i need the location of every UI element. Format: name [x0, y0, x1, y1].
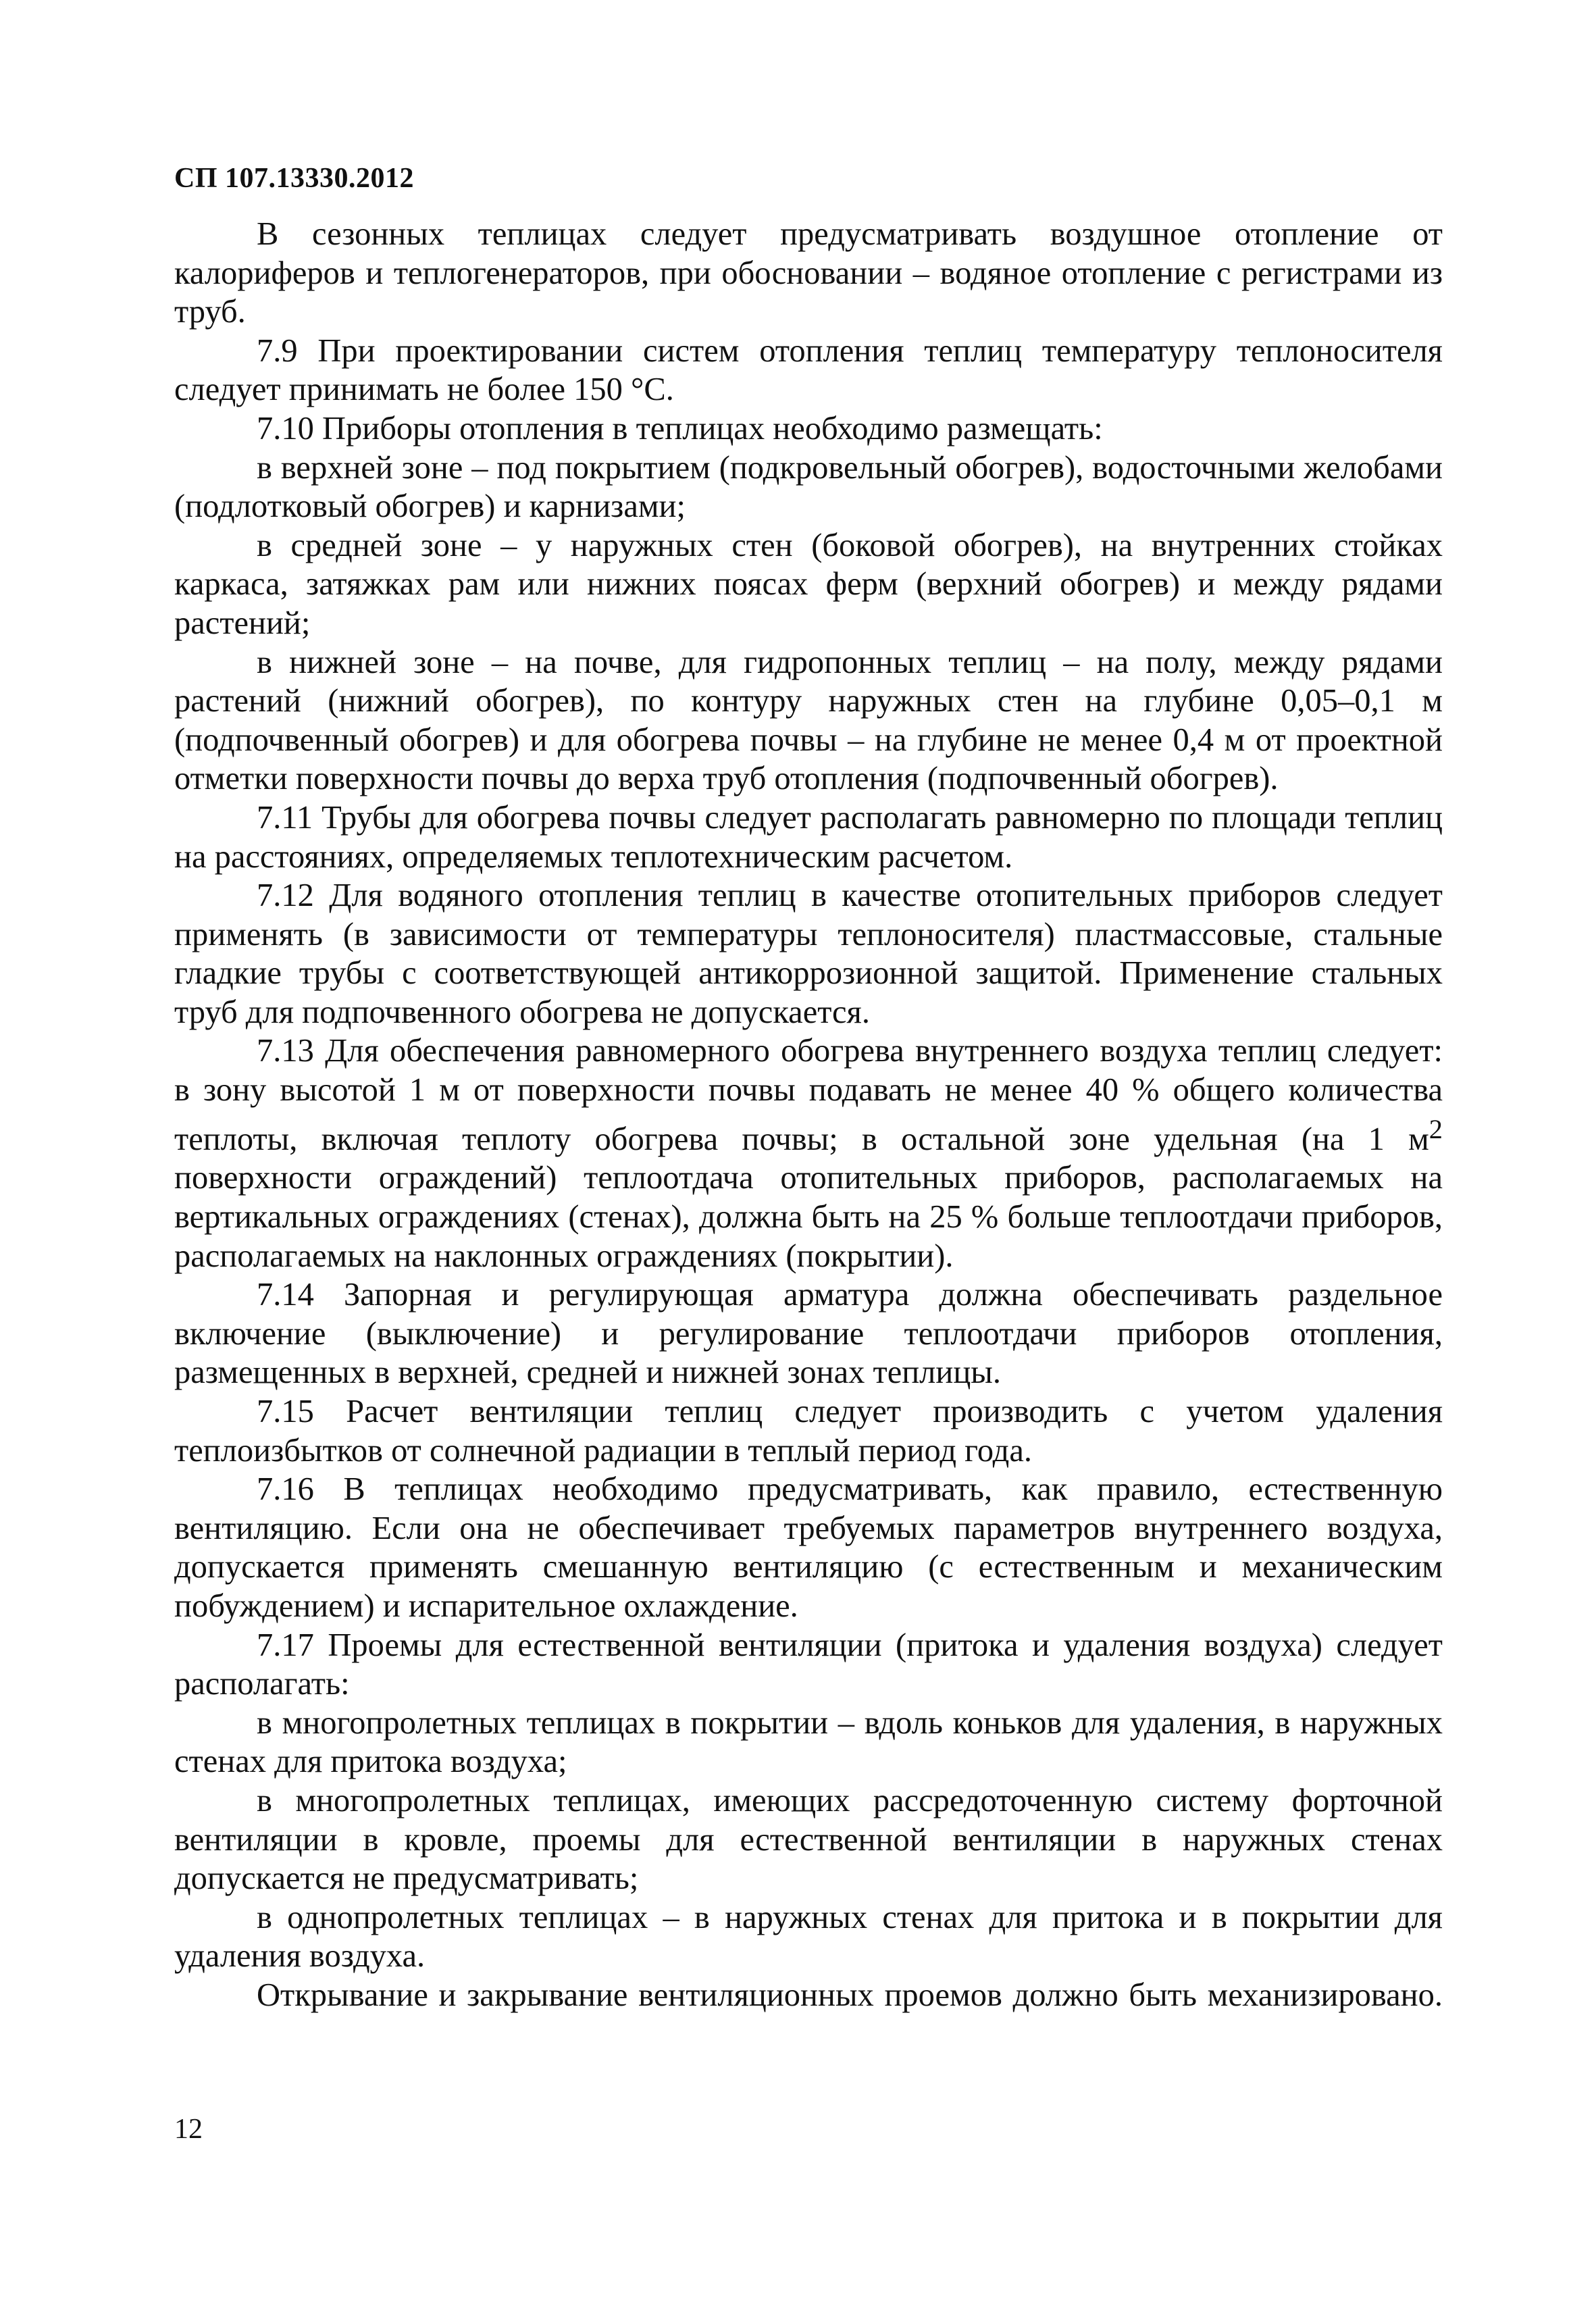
paragraph-lower-zone: в нижней зоне – на почве, для гидропонных теплиц – на полу, между рядами растений (нижний обогрев), по контуру наружных стен на глубине 0,05–0,1 м (подпочвенный обогрев) и для обогрева почвы – на глубине не менее 0,4 м от проектной отметки поверхности почвы до верха труб отопления (подпочвенный обогрев). — [174, 644, 1443, 797]
paragraph-7-9: 7.9 При проектировании систем отопления теплиц температуру теплоносителя следует принимать не более 150 °С. — [174, 332, 1443, 408]
paragraph-middle-zone: в средней зоне – у наружных стен (боковой обогрев), на внутренних стойках каркаса, затяжках рам или нижних поясах ферм (верхний обогрев) и между рядами растений; — [174, 527, 1443, 641]
paragraph-seasonal-heating: В сезонных теплицах следует предусматривать воздушное отопление от калориферов и теплогенераторов, при обосновании – водяное отопление с регистрами из труб. — [174, 216, 1443, 330]
paragraph-7-13-part2: поверхности ограждений) теплоотдача отопительных приборов, располагаемых на вертикальных ограждениях (стенах), должна быть на 25 % больше теплоотдачи приборов, располагаемых на наклонных ограждениях (покрытии). — [174, 1160, 1443, 1274]
paragraph-7-17: 7.17 Проемы для естественной вентиляции (притока и удаления воздуха) следует располагать: — [174, 1627, 1443, 1702]
page-number: 12 — [174, 2114, 203, 2145]
superscript-square: 2 — [1428, 1113, 1443, 1144]
document-code: СП 107.13330.2012 — [174, 163, 414, 194]
paragraph-7-13 — [174, 1032, 1443, 1275]
paragraph-upper-zone: в верхней зоне – под покрытием (подкровельный обогрев), водосточными желобами (подлотковый обогрев) и карнизами; — [174, 449, 1443, 525]
document-body — [174, 215, 1443, 2014]
paragraph-7-15: 7.15 Расчет вентиляции теплиц следует производить с учетом удаления теплоизбытков от солнечной радиации в теплый период года. — [174, 1393, 1443, 1469]
paragraph-7-13-part1: 7.13 Для обеспечения равномерного обогрева внутреннего воздуха теплиц следует: в зону высотой 1 м от поверхности почвы подавать не менее 40 % общего количества теплоты, включая теплоту обогрева почвы; в остальной зоне удельная (на 1 м — [174, 1033, 1443, 1157]
paragraph-7-16: 7.16 В теплицах необходимо предусматривать, как правило, естественную вентиляцию. Если она не обеспечивает требуемых параметров внутреннего воздуха, допускается применять смешанную вентиляцию (с естественным и механическим побуждением) и испарительное охлаждение. — [174, 1471, 1443, 1624]
paragraph-mechanized-opening: Открывание и закрывание вентиляционных проемов должно быть механизировано. — [257, 1977, 1443, 2013]
paragraph-multispan-window: в многопролетных теплицах, имеющих рассредоточенную систему форточной вентиляции в кровле, проемы для естественной вентиляции в наружных стенах допускается не предусматривать; — [174, 1782, 1443, 1897]
paragraph-single-span: в однопролетных теплицах – в наружных стенах для притока и в покрытии для удаления воздуха. — [174, 1899, 1443, 1975]
paragraph-7-12: 7.12 Для водяного отопления теплиц в качестве отопительных приборов следует применять (в зависимости от температуры теплоносителя) пластмассовые, стальные гладкие трубы с соответствующей антикоррозионной защитой. Применение стальных труб для подпочвенного обогрева не допускается. — [174, 878, 1443, 1030]
paragraph-7-14: 7.14 Запорная и регулирующая арматура должна обеспечивать раздельное включение (выключение) и регулирование теплоотдачи приборов отопления, размещенных в верхней, средней и нижней зонах теплицы. — [174, 1277, 1443, 1391]
paragraph-multispan-roof: в многопролетных теплицах в покрытии – вдоль коньков для удаления, в наружных стенах для притока воздуха; — [174, 1704, 1443, 1780]
paragraph-7-11: 7.11 Трубы для обогрева почвы следует располагать равномерно по площади теплиц на расстояниях, определяемых теплотехническим расчетом. — [174, 799, 1443, 875]
paragraph-7-10: 7.10 Приборы отопления в теплицах необходимо размещать: — [257, 410, 1103, 447]
